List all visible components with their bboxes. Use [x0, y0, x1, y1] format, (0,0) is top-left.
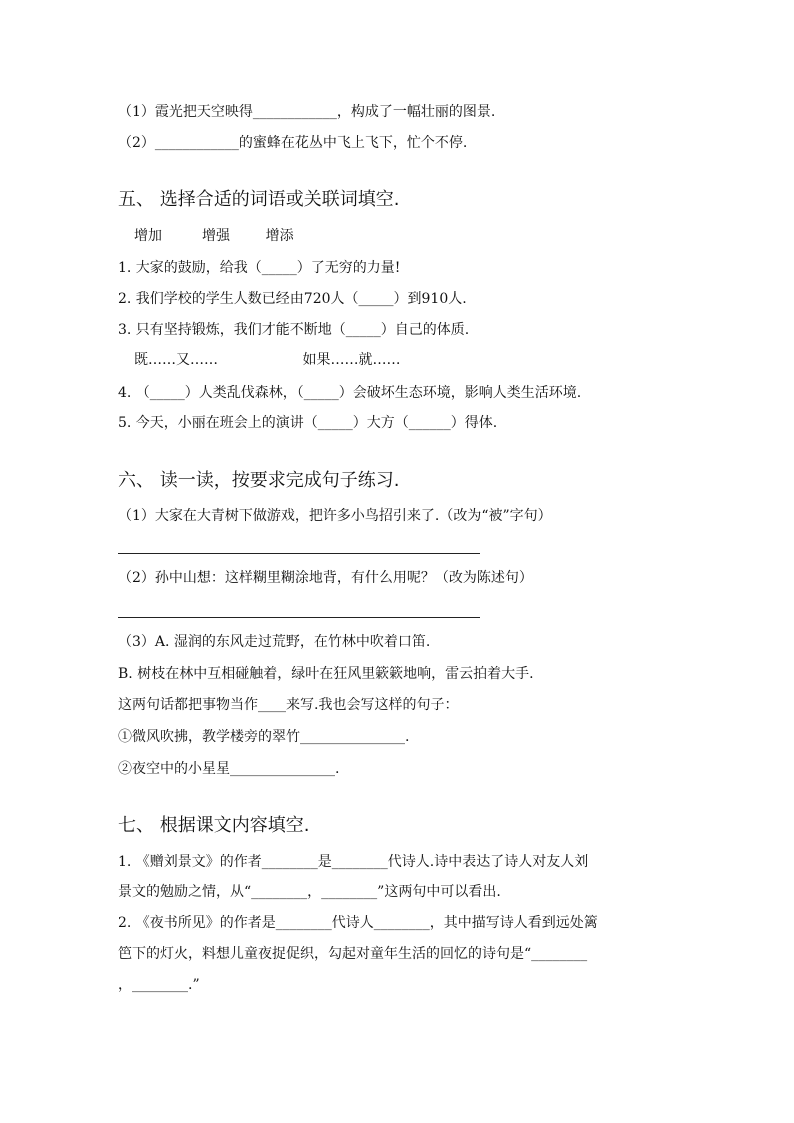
section7-line-4: 笆下的灯火，料想儿童夜捉促织，勾起对童年生活的回忆的诗句是“________	[118, 946, 588, 962]
answer-line-1	[118, 553, 480, 554]
conjunction-options: 既……又…… 如果……就……	[134, 352, 401, 368]
section7-line-1: 1. 《赠刘景文》的作者________是________代诗人.诗中表达了诗人对友人刘	[118, 854, 589, 870]
section6-q3d: ①微风吹拂，教学楼旁的翠竹_______________.	[118, 729, 410, 745]
answer-line-2	[118, 617, 480, 618]
section6-q3e: ②夜空中的小星星_______________.	[118, 761, 340, 777]
section7-line-2: 景文的勉励之情，从“________，________”这两句中可以看出.	[118, 884, 501, 900]
section5-item-5: 5. 今天，小丽在班会上的演讲（_____）大方（______）得体.	[118, 415, 498, 431]
section7-title: 七、 根据课文内容填空.	[118, 815, 310, 836]
section6-q3c: 这两句话都把事物当作____来写.我也会写这样的句子：	[118, 697, 459, 713]
section5-item-4: 4. （_____）人类乱伐森林，（_____）会破坏生态环境，影响人类生活环境.	[118, 385, 582, 401]
section6-title: 六、 读一读，按要求完成句子练习.	[118, 470, 400, 491]
section5-item-3: 3. 只有坚持锻炼，我们才能不断地（_____）自己的体质.	[118, 322, 470, 338]
section6-q3b: B. 树枝在林中互相碰触着，绿叶在狂风里簌簌地响，雷云拍着大手.	[118, 666, 534, 682]
section5-item-1: 1. 大家的鼓励，给我（_____）了无穷的力量!	[118, 260, 401, 276]
word-options: 增加 增强 增添	[134, 228, 294, 244]
section7-line-3: 2. 《夜书所见》的作者是________代诗人________，其中描写诗人看到远处篱	[118, 915, 598, 931]
section7-line-5: ，________.”	[118, 977, 200, 993]
section4-q1: （1）霞光把天空映得____________，构成了一幅壮丽的图景.	[118, 104, 496, 120]
section5-item-2: 2. 我们学校的学生人数已经由720人（_____）到910人.	[118, 291, 467, 307]
section4-q2: （2）____________的蜜蜂在花丛中飞上飞下，忙个不停.	[118, 135, 468, 151]
section6-q3a: （3）A. 湿润的东风走过荒野，在竹林中吹着口笛.	[118, 634, 431, 650]
section6-q1: （1）大家在大青树下做游戏，把许多小鸟招引来了.（改为“被”字句）	[118, 508, 552, 524]
section5-title: 五、 选择合适的词语或关联词填空.	[118, 189, 400, 210]
section6-q2: （2）孙中山想：这样糊里糊涂地背，有什么用呢？（改为陈述句）	[118, 570, 533, 586]
